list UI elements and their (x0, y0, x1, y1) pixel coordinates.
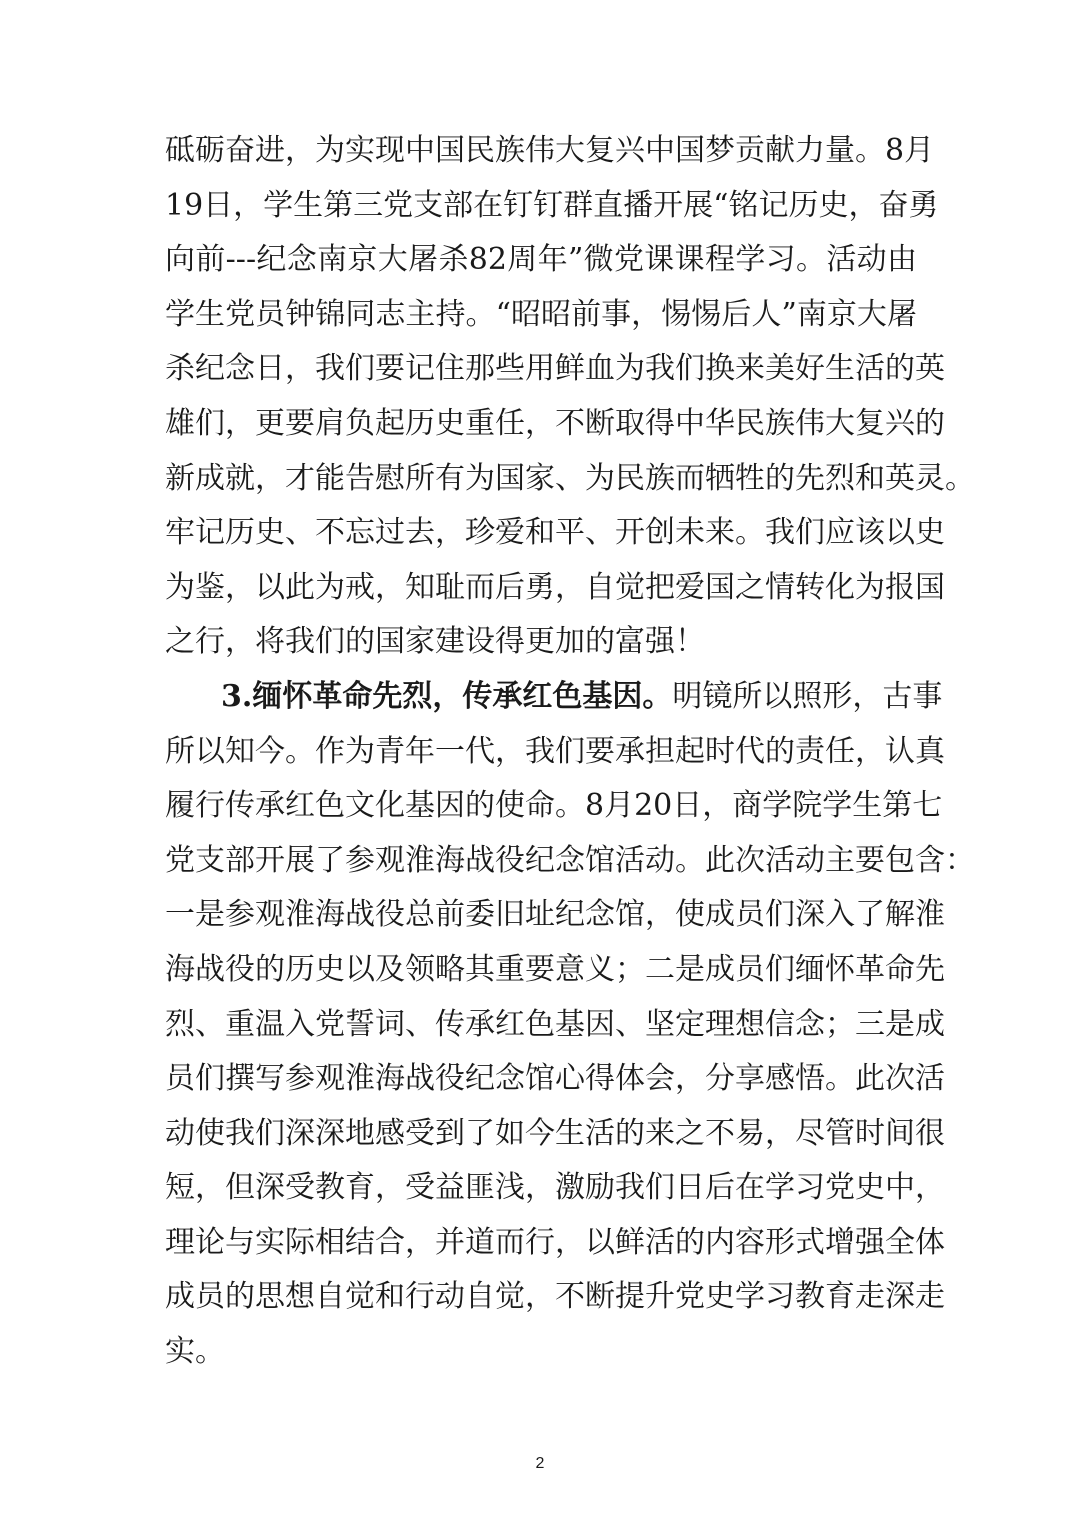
section-3-heading: 3.缅怀革命先烈，传承红色基因。 (221, 678, 673, 714)
page-number: 2 (535, 1455, 545, 1472)
text-line: 海战役的历史以及领略其重要意义；二是成员们缅怀革命先 (165, 951, 945, 987)
text-line: 党支部开展了参观淮海战役纪念馆活动。此次活动主要包含： (165, 842, 975, 878)
text-line: 19日，学生第三党支部在钉钉群直播开展“铭记历史，奋勇 (165, 187, 939, 223)
text-line: 理论与实际相结合，并道而行，以鲜活的内容形式增强全体 (165, 1224, 945, 1260)
text-line: 杀纪念日，我们要记住那些用鲜血为我们换来美好生活的英 (165, 351, 945, 387)
text-line: 为鉴，以此为戒，知耻而后勇，自觉把爱国之情转化为报国 (165, 569, 945, 605)
text-line: 烈、重温入党誓词、传承红色基因、坚定理想信念；三是成 (165, 1006, 945, 1042)
section-3-first-line (165, 670, 943, 725)
text-line: 短，但深受教育，受益匪浅，激励我们日后在学习党史中， (165, 1170, 945, 1206)
document-body (165, 124, 975, 1380)
text-line: 向前---纪念南京大屠杀82周年”微党课课程学习。活动由 (165, 242, 917, 278)
text-line: 雄们，更要肩负起历史重任，不断取得中华民族伟大复兴的 (165, 405, 945, 441)
text-line: 成员的思想自觉和行动自觉，不断提升党史学习教育走深走 (165, 1279, 945, 1315)
text-line: 动使我们深深地感受到了如今生活的来之不易，尽管时间很 (165, 1115, 945, 1151)
text-line: 履行传承红色文化基因的使命。8月20日，商学院学生第七 (165, 788, 943, 824)
text-line: 学生党员钟锦同志主持。“昭昭前事，惕惕后人”南京大屠 (165, 296, 917, 332)
text-line: 所以知今。作为青年一代，我们要承担起时代的责任，认真 (165, 733, 945, 769)
paragraph-1 (165, 124, 975, 670)
text-line-last: 实。 (165, 1334, 225, 1370)
section-3-first-line-text: 明镜所以照形，古事 (672, 678, 943, 714)
text-line: 一是参观淮海战役总前委旧址纪念馆，使成员们深入了解淮 (165, 897, 945, 933)
text-line: 新成就，才能告慰所有为国家、为民族而牺牲的先烈和英灵。 (165, 460, 975, 496)
paragraph-2 (165, 670, 975, 1380)
text-line: 员们撰写参观淮海战役纪念馆心得体会，分享感悟。此次活 (165, 1061, 945, 1097)
text-line: 砥砺奋进，为实现中国民族伟大复兴中国梦贡献力量。8月 (165, 133, 935, 168)
text-line: 牢记历史、不忘过去，珍爱和平、开创未来。我们应该以史 (165, 515, 945, 551)
text-line-last: 之行，将我们的国家建设得更加的富强！ (165, 624, 705, 660)
